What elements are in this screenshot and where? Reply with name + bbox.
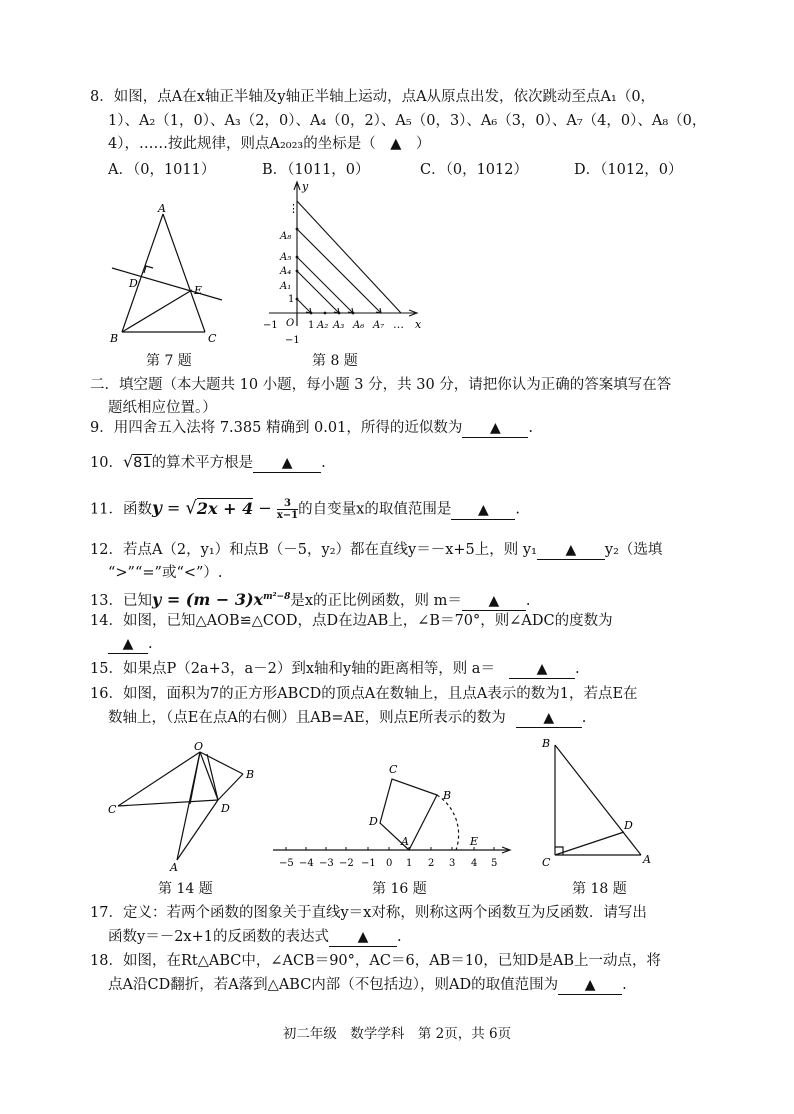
section2-header-line2: 题纸相应位置。） — [108, 400, 217, 416]
fig16-tick-label: 1 — [406, 858, 413, 869]
fig7-label-e: E — [194, 284, 203, 297]
fig16-label-a: A — [401, 835, 409, 848]
q13 — [90, 587, 531, 611]
q18-text: 点A沿CD翻折，若A落到△ABC内部（不包括边），则AD的取值范围为 — [108, 977, 559, 993]
q12-text-post: y₂（选填 — [604, 542, 663, 558]
q12-line1 — [90, 540, 662, 560]
q11-fraction — [277, 498, 298, 521]
q12-text: 12．若点A（2，y₁）和点B（－5，y₂）都在直线y＝－x+5上，则 y₁ — [90, 542, 537, 558]
fig16-tick-label: −3 — [319, 858, 334, 869]
q16-line2 — [108, 708, 586, 728]
q18-answer-blank[interactable]: ▲ — [558, 976, 622, 995]
q11-answer-blank[interactable]: ▲ — [451, 501, 515, 520]
q13-exponent: m²−8 — [263, 592, 291, 602]
section2-header-line1: 二．填空题（本大题共 10 小题，每小题 3 分，共 30 分，请把你认为正确的答案填写在答 — [90, 377, 672, 393]
q14-line1: 14．如图，已知△AOB≌△COD，点D在边AB上，∠B＝70°，则∠ADC的度数为 — [90, 613, 613, 629]
q8-option-a: A．（0，1011） — [108, 162, 216, 178]
fig8-label-x: x — [415, 318, 422, 331]
figure-18 — [535, 733, 660, 873]
q9 — [90, 418, 533, 438]
fig8-label-y: y — [302, 180, 309, 193]
fig18-label-b: B — [542, 737, 551, 750]
fig14-label-a: A — [170, 861, 178, 874]
q15-answer-blank[interactable]: ▲ — [509, 660, 575, 679]
q11-end: . — [515, 501, 520, 518]
q14-line2 — [108, 634, 153, 654]
fig8-label-origin: O — [286, 318, 295, 329]
fig18-caption: 第 18 题 — [572, 881, 627, 897]
q8-line3: 4），……按此规律，则点A₂₀₂₃的坐标是（ ▲ ） — [108, 136, 431, 152]
q8-option-c: C．（0，1012） — [420, 162, 528, 178]
fig8-label-neg1-y: −1 — [285, 335, 300, 346]
fig16-tick-label: 0 — [386, 858, 393, 869]
q13-answer-blank[interactable]: ▲ — [462, 592, 526, 611]
fig8-label-a6: A₆ — [353, 320, 365, 331]
q11-radicand: 2x + 4 — [196, 498, 254, 518]
fig16-tick-label: 2 — [428, 858, 435, 869]
fig7-caption: 第 7 题 — [146, 353, 192, 369]
q15-end: . — [574, 661, 580, 677]
q13-text: 是x的正比例函数，则 m＝ — [290, 592, 462, 609]
sqrt-sign: √ — [185, 497, 197, 519]
q16-line1: 16．如图，面积为7的正方形ABCD的顶点A在数轴上，且点A表示的数为1，若点E在 — [90, 686, 638, 702]
fig16-tick-label: −5 — [279, 858, 294, 869]
q16-text: 数轴上，（点E在点A的右侧）且AB=AE，则点E所表示的数为 — [108, 710, 506, 726]
q15 — [90, 659, 580, 679]
q9-text: 9．用四舍五入法将 7.385 精确到 0.01，所得的近似数为 — [90, 420, 463, 436]
q15-text: 15．如果点P（2a+3，a－2）到x轴和y轴的距离相等，则 a＝ — [90, 661, 495, 677]
fig8-label-a7: A₇ — [373, 320, 385, 331]
q12-answer-blank[interactable]: ▲ — [537, 541, 605, 560]
q10-end: . — [321, 455, 326, 471]
q12-line2: “>”“=”或“<”）. — [108, 565, 223, 581]
fig8-label-a3: A₃ — [333, 320, 345, 331]
q11 — [90, 498, 520, 530]
q17-answer-blank[interactable]: ▲ — [329, 928, 397, 947]
fig8-label-a1: A₁ — [280, 281, 292, 292]
fig18-label-c: C — [542, 856, 551, 869]
fig14-label-o: O — [194, 740, 204, 753]
fig8-label-1-y: 1 — [288, 294, 295, 305]
fig14-caption: 第 14 题 — [158, 881, 213, 897]
q8-option-d: D．（1012，0） — [574, 162, 683, 178]
fig18-label-a: A — [643, 853, 651, 866]
q11-denominator: x−1 — [276, 510, 299, 521]
fig8-caption: 第 8 题 — [312, 353, 358, 369]
q8-option-b: B．（1011，0） — [262, 162, 370, 178]
q10-text: 的算术平方根是 — [151, 455, 254, 471]
fig8-label-dots-y: ⋮ — [288, 202, 299, 215]
q18-end: . — [622, 977, 627, 993]
q10-radicand: 81 — [133, 455, 152, 471]
q13-formula: y = (m − 3)x — [151, 589, 264, 609]
fig14-label-d: D — [221, 802, 230, 815]
fig16-label-d: D — [369, 815, 378, 828]
q14-answer-blank[interactable]: ▲ — [108, 635, 148, 654]
q8-line2: 1）、A₂（1，0）、A₃（2，0）、A₄（0，2）、A₅（0，3）、A₆（3，0）、A₇（4，0）、A₈（0， — [108, 113, 707, 129]
q9-end: . — [528, 420, 533, 436]
fig8-label-a8: A₈ — [280, 231, 292, 242]
fig16-tick-label: −4 — [299, 858, 314, 869]
q11-text: 的自变量x的取值范围是 — [298, 501, 452, 518]
q10-answer-blank[interactable]: ▲ — [253, 454, 321, 473]
q14-end: . — [148, 636, 153, 652]
figure-7 — [100, 200, 240, 350]
fig8-label-1-x: 1 — [308, 320, 315, 331]
fig8-label-a2: A₂ — [317, 320, 329, 331]
fig16-label-e: E — [470, 835, 479, 848]
sqrt-sign: √ — [122, 452, 134, 471]
fig16-caption: 第 16 题 — [372, 881, 427, 897]
q18-line2 — [108, 975, 627, 995]
fig7-label-c: C — [208, 332, 217, 345]
q17-line1: 17．定义：若两个函数的图象关于直线y＝x对称，则称这两个函数互为反函数．请写出 — [90, 905, 647, 921]
fig7-label-b: B — [110, 332, 119, 345]
fig16-tick-label: 4 — [471, 858, 478, 869]
fig16-label-c: C — [389, 763, 398, 776]
fig8-label-neg1-x: −1 — [263, 320, 278, 331]
fig8-label-a5: A₅ — [280, 252, 292, 263]
fig7-label-d: D — [129, 277, 138, 290]
fig18-label-d: D — [624, 819, 633, 832]
q17-text: 函数y＝－2x+1的反函数的表达式 — [108, 929, 329, 945]
q10-number: 10． — [90, 455, 123, 471]
q10 — [90, 452, 326, 473]
fig8-label-dots-x: … — [393, 318, 404, 331]
q11-minus: − — [253, 498, 277, 518]
fig16-tick-label: −2 — [339, 858, 354, 869]
q11-formula-y: y — [151, 498, 162, 519]
q8-line1: 8．如图，点A在x轴正半轴及y轴正半轴上运动，点A从原点出发，依次跳动至点A₁（0， — [90, 89, 656, 105]
fig16-label-b: B — [443, 789, 452, 802]
fig8-label-a4: A₄ — [280, 266, 292, 277]
q9-answer-blank[interactable]: ▲ — [462, 419, 528, 438]
q11-number: 11．函数 — [90, 501, 152, 518]
q17-end: . — [396, 929, 402, 945]
fig8-arrow-paths — [297, 201, 401, 313]
fig7-label-a: A — [158, 202, 166, 215]
q13-number: 13．已知 — [90, 592, 152, 609]
fig16-tick-label: −1 — [361, 858, 376, 869]
figure-14 — [100, 740, 270, 875]
fig16-tick-label: 3 — [449, 858, 456, 869]
fig14-label-b: B — [246, 768, 255, 781]
q11-formula-eq: = — [161, 498, 186, 518]
q18-line1: 18．如图，在Rt△ABC中，∠ACB＝90°，AC＝6，AB＝10，已知D是AB上一动点，将 — [90, 953, 662, 969]
q17-line2 — [108, 927, 402, 947]
q16-end: . — [581, 710, 587, 726]
q13-end: . — [525, 592, 531, 609]
page-footer: 初二年级 数学学科 第 2页，共 6页 — [282, 1026, 512, 1042]
fig14-label-c: C — [108, 803, 117, 816]
fig16-tick-label: 5 — [491, 858, 498, 869]
figure-16 — [268, 755, 518, 875]
figure-8 — [255, 178, 430, 348]
q16-answer-blank[interactable]: ▲ — [516, 709, 582, 728]
q11-numerator: 3 — [277, 498, 298, 510]
